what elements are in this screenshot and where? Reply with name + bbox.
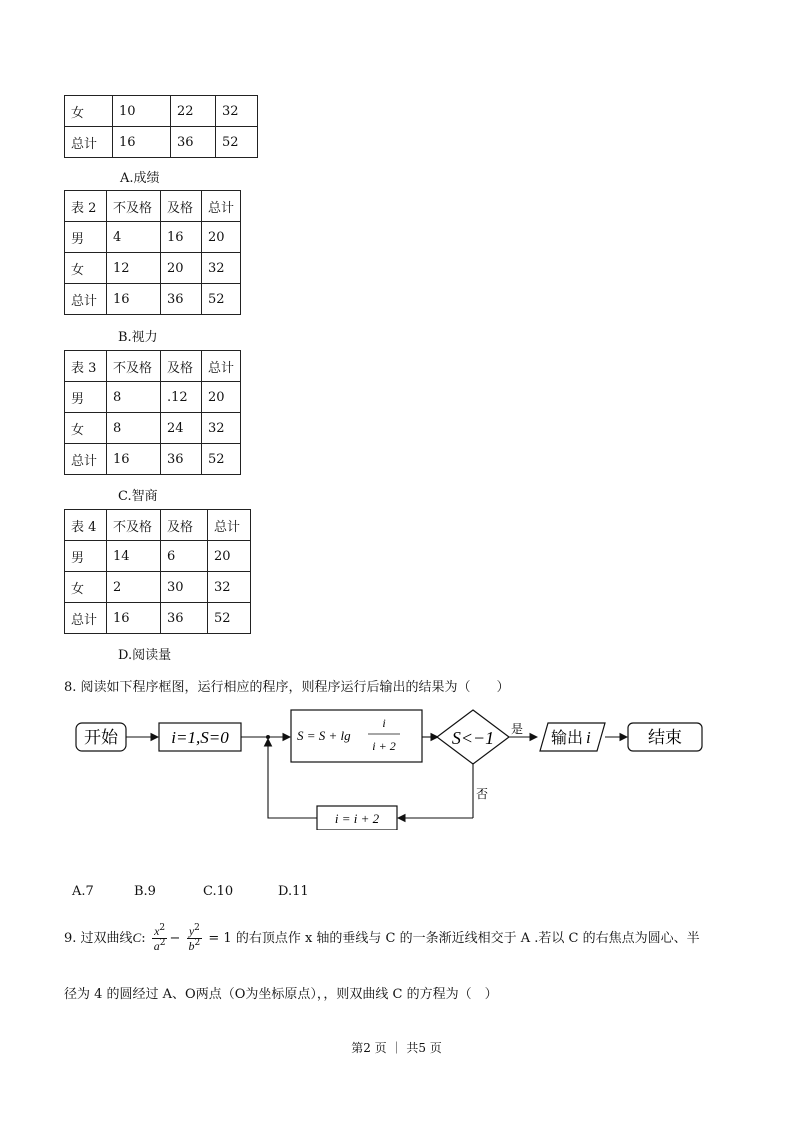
table-row xyxy=(65,351,241,382)
table-row xyxy=(65,541,251,572)
table-1-partial xyxy=(64,95,258,158)
table-cell: 24 xyxy=(161,413,202,444)
option-b: B.9 xyxy=(134,884,156,899)
caption-a: A.成绩 xyxy=(120,171,160,186)
table-cell: 16 xyxy=(107,444,161,475)
table-cell: 16 xyxy=(107,284,161,315)
table-cell: 4 xyxy=(107,222,161,253)
table-cell: 8 xyxy=(107,382,161,413)
table-cell: 16 xyxy=(113,127,171,158)
table-row xyxy=(65,510,251,541)
table-cell: 女 xyxy=(65,253,107,284)
table-cell: 36 xyxy=(161,284,202,315)
table-cell: 20 xyxy=(202,382,241,413)
table-cell: 及格 xyxy=(161,510,208,541)
flow-output-var: i xyxy=(586,728,591,747)
option-c: C.10 xyxy=(203,884,234,899)
table-row xyxy=(65,413,241,444)
flow-decision-label: S<−1 xyxy=(451,728,495,748)
table-cell: 32 xyxy=(202,253,241,284)
caption-c: C.智商 xyxy=(118,489,158,504)
table-cell: 16 xyxy=(161,222,202,253)
table-2 xyxy=(64,190,241,315)
table-cell: 8 xyxy=(107,413,161,444)
table-cell: 32 xyxy=(208,572,251,603)
table-cell: 男 xyxy=(65,222,107,253)
table-row xyxy=(65,603,251,634)
flow-start-label: 开始 xyxy=(84,728,118,748)
table-cell: 总计 xyxy=(202,191,241,222)
table-cell: 36 xyxy=(161,603,208,634)
table-cell: 52 xyxy=(202,444,241,475)
table-cell: 14 xyxy=(107,541,161,572)
table-cell: 36 xyxy=(171,127,216,158)
table-row xyxy=(65,382,241,413)
table-row xyxy=(65,96,258,127)
table-row xyxy=(65,191,241,222)
table-cell: 20 xyxy=(202,222,241,253)
table-row xyxy=(65,284,241,315)
caption-d: D.阅读量 xyxy=(118,648,172,663)
table-cell: 52 xyxy=(208,603,251,634)
table-cell: 总计 xyxy=(65,444,107,475)
question-9-line-1: 9. 过双曲线C: $\frac{x^2}{a^2}$ − $\frac{y^2}{b^2}$ = 1 的右顶点作 x 轴的垂线与 C 的一条渐近线相交于 A .若以 C 的右焦点为圆心、半 xyxy=(64,923,700,953)
q9-frac-y: $\frac{y^2}{b^2}$ xyxy=(188,923,201,953)
table-row xyxy=(65,572,251,603)
table-cell: 及格 xyxy=(161,191,202,222)
table-cell: 总计 xyxy=(65,284,107,315)
table-cell: 30 xyxy=(161,572,208,603)
q9-curve-name: C xyxy=(132,930,142,945)
table-row xyxy=(65,222,241,253)
question-8-text: 8. 阅读如下程序框图，运行相应的程序，则程序运行后输出的结果为（ ） xyxy=(64,680,510,695)
table-cell: 52 xyxy=(216,127,258,158)
flow-assign-prefix: S = S + lg xyxy=(297,728,351,743)
table-cell: 女 xyxy=(65,96,113,127)
flow-assign-frac-num: i xyxy=(382,716,386,730)
flow-junction xyxy=(266,735,270,739)
table-cell: 32 xyxy=(216,96,258,127)
table-cell: 32 xyxy=(202,413,241,444)
table-row xyxy=(65,253,241,284)
q9-line1-rest: 的右顶点作 x 轴的垂线与 C 的一条渐近线相交于 A .若以 C 的右焦点为圆心、半 xyxy=(235,931,700,946)
table-cell: 16 xyxy=(107,603,161,634)
table-cell: 20 xyxy=(208,541,251,572)
flow-init-label: i=1,S=0 xyxy=(171,728,229,747)
q9-frac-x: $\frac{x^2}{a^2}$ xyxy=(153,923,166,953)
table-cell: 女 xyxy=(65,572,107,603)
table-cell: 表 4 xyxy=(65,510,107,541)
table-cell: .12 xyxy=(161,382,202,413)
q9-prefix: 9. 过双曲线 xyxy=(64,931,133,946)
table-cell: 20 xyxy=(161,253,202,284)
table-cell: 总计 xyxy=(208,510,251,541)
table-cell: 总计 xyxy=(65,127,113,158)
flow-output-word: 输出 xyxy=(551,728,584,747)
table-cell: 36 xyxy=(161,444,202,475)
table-cell: 2 xyxy=(107,572,161,603)
table-4 xyxy=(64,509,251,634)
table-cell: 不及格 xyxy=(107,510,161,541)
page-footer: 第2 页 ｜ 共5 页 xyxy=(351,1041,442,1055)
table-cell: 52 xyxy=(202,284,241,315)
table-row xyxy=(65,127,258,158)
flow-update-label: i = i + 2 xyxy=(334,811,380,826)
flow-end-label: 结束 xyxy=(648,728,682,748)
table-3 xyxy=(64,350,241,475)
flowchart xyxy=(0,700,793,830)
table-cell: 男 xyxy=(65,382,107,413)
flow-no-label: 否 xyxy=(476,787,489,801)
table-cell: 不及格 xyxy=(107,191,161,222)
option-a: A.7 xyxy=(72,884,94,899)
table-row xyxy=(65,444,241,475)
table-cell: 总计 xyxy=(65,603,107,634)
table-cell: 10 xyxy=(113,96,171,127)
question-9-line-2: 径为 4 的圆经过 A、O两点（O为坐标原点），，则双曲线 C 的方程为（ ） xyxy=(64,987,498,1002)
table-cell: 6 xyxy=(161,541,208,572)
table-cell: 表 2 xyxy=(65,191,107,222)
flow-yes-label: 是 xyxy=(511,722,524,736)
option-d: D.11 xyxy=(278,884,309,899)
flow-assign-frac-den: i + 2 xyxy=(372,739,396,753)
table-cell: 女 xyxy=(65,413,107,444)
table-cell: 及格 xyxy=(161,351,202,382)
q9-eq-one: = 1 xyxy=(208,931,232,946)
table-cell: 不及格 xyxy=(107,351,161,382)
table-cell: 总计 xyxy=(202,351,241,382)
table-cell: 男 xyxy=(65,541,107,572)
caption-b: B.视力 xyxy=(118,330,158,345)
table-cell: 12 xyxy=(107,253,161,284)
table-cell: 22 xyxy=(171,96,216,127)
table-cell: 表 3 xyxy=(65,351,107,382)
